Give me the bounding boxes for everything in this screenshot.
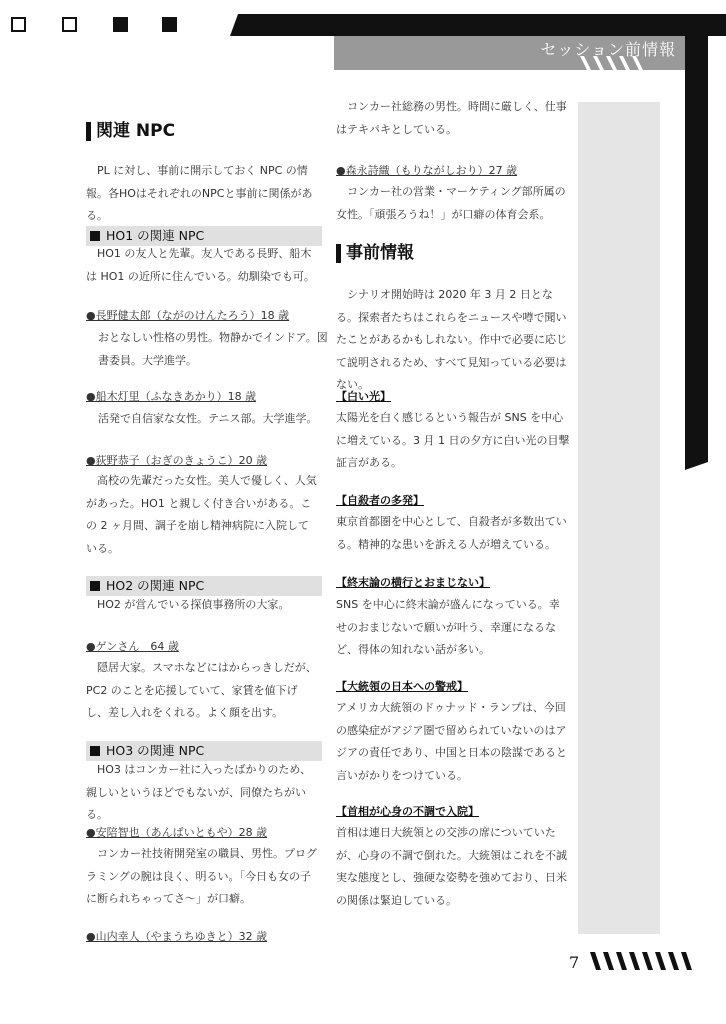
npc-desc: 活発で自信家な女性。テニス部。大学進学。 (98, 412, 318, 425)
info-item-title: 【終末論の横行とおまじない】 (336, 576, 490, 589)
info-item-title: 【白い光】 (336, 390, 391, 403)
info-item-title: 【首相が心身の不調で入院】 (336, 805, 479, 818)
npc-name: ●荻野恭子（おぎのきょうこ）20 歳 (86, 454, 268, 467)
npc-desc: 高校の先輩だった女性。美人で優しく、人気があった。HO1 と親しく付き合いがある。この 2 ヶ月間、調子を崩し精神病院に入院している。 (86, 474, 317, 555)
info-item-title: 【大統領の日本への警戒】 (336, 680, 468, 693)
ho3-band: HO3 の関連 NPC (86, 741, 322, 761)
ho3-desc: HO3 はコンカー社に入ったばかりのため、親しいというほどでもないが、同僚たちがいる。 (86, 763, 311, 821)
npc-name: ●安陪智也（あんばいともや）28 歳 (86, 826, 268, 839)
info-item-body: SNS を中心に終末論が盛んになっている。幸せのおまじないで願いが叶う、幸運になるなど、得体の知れない話が多い。 (336, 598, 560, 656)
info-item-body: 首相は連日大統領との交渉の席についていたが、心身の不調で倒れた。大統領はこれを不誠実な態度とし、強硬な姿勢を強めており、日米の関係は緊迫している。 (336, 826, 567, 907)
npc-intro: PL に対し、事前に開示しておく NPC の情報。各HOはそれぞれのNPCと事前に関係がある。 (86, 164, 313, 222)
ho2-band: HO2 の関連 NPC (86, 576, 322, 596)
npc-name: ●ゲンさん 64 歳 (86, 640, 179, 653)
npc-name: ●山内幸人（やまうちゆきと）32 歳 (86, 930, 268, 943)
info-item-body: 太陽光を白く感じるという報告が SNS を中心に増えている。3 月 1 日の夕方に白い光の目撃証言がある。 (336, 411, 570, 469)
page-header-title: セッション前情報 (540, 40, 676, 59)
preinfo-intro: シナリオ開始時は 2020 年 3 月 2 日となる。探索者たちはこれらをニュースや噂で聞いたことがあるかもしれない。作中で必要に応じて説明されるため、すべて見知っている必要はない。 (336, 288, 567, 391)
ho1-desc: HO1 の友人と先輩。友人である長野、船木は HO1 の近所に住んでいる。幼馴染でも可。 (86, 247, 315, 283)
section-heading-preinfo: 事前情報 (336, 241, 570, 265)
npc-desc: コンカー社技術開発室の職員、男性。プログラミングの腕は良く、明るい。「今日も女の子に断られちゃってさ〜」が口癖。 (86, 847, 317, 905)
info-item-body: アメリカ大統領のドゥナッド・ランプは、今回の感染症がアジア圏で留められていないのはアジアの責任であり、中国と日本の陰謀であると言いがかりをつけている。 (336, 701, 567, 782)
npc-name: ●長野健太郎（ながのけんたろう）18 歳 (86, 309, 290, 322)
npc-desc: コンカー社総務の男性。時間に厳しく、仕事はテキパキとしている。 (336, 100, 567, 136)
section-heading-npc: 関連 NPC (86, 119, 318, 143)
info-item-body: 東京首都圏を中心として、自殺者が多数出ている。精神的な患いを訴える人が増えている。 (336, 515, 567, 551)
ho2-desc: HO2 が営んでいる探偵事務所の大家。 (97, 598, 290, 611)
npc-desc: 隠居大家。スマホなどにはからっきしだが、PC2 のことを応援していて、家賃を値下げし、差し入れをくれる。よく顔を出す。 (86, 661, 317, 719)
npc-name: ●森永詩織（もりながしおり）27 歳 (336, 164, 518, 177)
npc-desc: コンカー社の営業・マーケティング部所属の女性。「頑張ろうね！」が口癖の体育会系。 (336, 185, 566, 221)
npc-desc: おとなしい性格の男性。物静かでインドア。図書委員。大学進学。 (98, 331, 328, 367)
info-item-title: 【自殺者の多発】 (336, 494, 424, 507)
npc-name: ●船木灯里（ふなきあかり）18 歳 (86, 390, 257, 403)
page-number: 7 (569, 953, 580, 972)
side-panel (578, 102, 660, 934)
ho1-band: HO1 の関連 NPC (86, 226, 322, 246)
